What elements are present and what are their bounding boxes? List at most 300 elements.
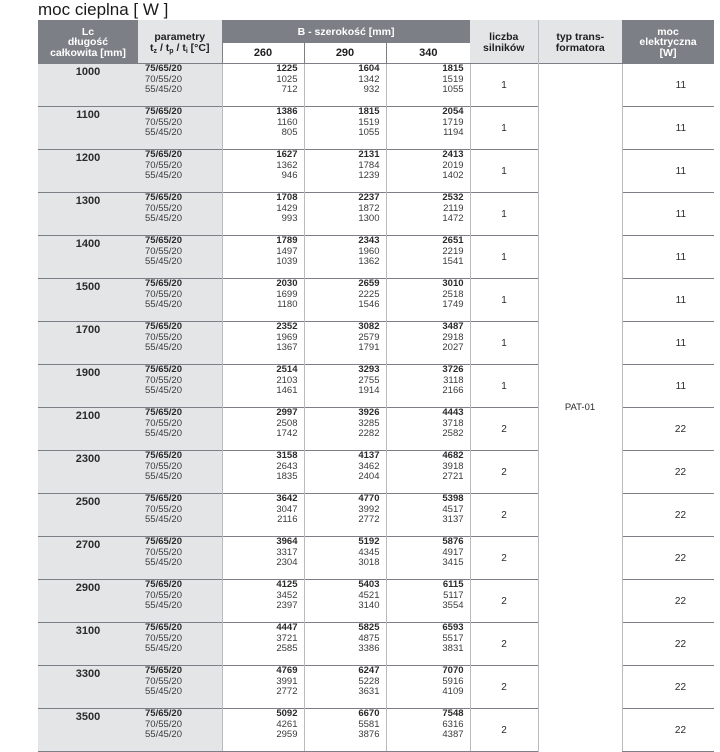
cell-width-260: [222, 193, 304, 236]
header-lc: [38, 20, 138, 64]
value-line: 1160: [277, 116, 298, 128]
cell-power: 11: [622, 193, 714, 236]
param-label: 70/55/20: [145, 675, 182, 687]
value-line: 4917: [442, 546, 464, 558]
value-line: 2054: [442, 106, 464, 117]
cell-parameters: [138, 64, 222, 107]
param-label: 75/65/20: [145, 364, 182, 375]
param-label: 55/45/20: [145, 342, 182, 353]
param-label: 55/45/20: [145, 643, 182, 654]
cell-power: 11: [622, 107, 714, 150]
cell-width-340: [386, 451, 470, 494]
param-label: 55/45/20: [145, 600, 182, 611]
value-line: 3018: [358, 557, 380, 568]
cell-width-340: [386, 666, 470, 709]
cell-motors: 1: [470, 236, 538, 279]
value-line: 2579: [358, 331, 380, 343]
param-label: 70/55/20: [145, 460, 182, 472]
header-width-group: B - szerokość [mm]: [222, 20, 470, 43]
value-line: 3726: [442, 364, 464, 375]
cell-motors: 1: [470, 107, 538, 150]
value-line: 5228: [358, 675, 380, 687]
header-power: moc elektryczna [W]: [622, 20, 714, 64]
value-line: 1749: [442, 299, 464, 310]
value-line: 3317: [276, 546, 298, 558]
value-line: 2397: [276, 600, 298, 611]
value-line: 2219: [442, 245, 464, 257]
cell-motors: 1: [470, 64, 538, 107]
cell-width-260: [222, 494, 304, 537]
value-line: 5876: [442, 536, 464, 547]
value-line: 1225: [276, 63, 298, 74]
value-line: 5517: [442, 632, 464, 644]
value-line: 2532: [442, 192, 464, 203]
cell-width-260: [222, 623, 304, 666]
value-line: 2304: [276, 557, 298, 568]
value-line: 1960: [358, 245, 380, 257]
value-line: 2166: [442, 385, 464, 396]
cell-width-290: [304, 537, 386, 580]
table-row: [38, 64, 714, 107]
cell-motors: 1: [470, 279, 538, 322]
value-line: 5398: [442, 493, 464, 504]
cell-power: 22: [622, 537, 714, 580]
header-width-340: 340: [386, 43, 470, 64]
value-line: 3831: [442, 643, 464, 654]
value-line: 4443: [442, 407, 464, 418]
heat-output-table: [38, 20, 714, 752]
cell-width-260: [222, 365, 304, 408]
param-label: 70/55/20: [145, 632, 182, 644]
cell-width-260: [222, 408, 304, 451]
cell-power: 22: [622, 623, 714, 666]
cell-lc: 2900: [38, 580, 138, 623]
value-line: 2772: [276, 686, 298, 697]
cell-power: 22: [622, 494, 714, 537]
param-label: 75/65/20: [145, 450, 182, 461]
value-line: 3631: [358, 686, 380, 697]
param-label: 75/65/20: [145, 149, 182, 160]
header-lc-line-3: całkowita [mm]: [50, 46, 126, 59]
value-line: 3047: [276, 503, 298, 515]
cell-lc: 1000: [38, 64, 138, 107]
cell-parameters: [138, 408, 222, 451]
value-line: 5092: [276, 708, 298, 719]
value-line: 3082: [358, 321, 380, 332]
header-width-290: 290: [304, 43, 386, 64]
param-label: 75/65/20: [145, 192, 182, 203]
value-line: 3991: [276, 675, 298, 687]
value-line: 2772: [358, 514, 380, 525]
param-label: 55/45/20: [145, 127, 182, 138]
value-line: 1627: [276, 149, 298, 160]
cell-parameters: [138, 537, 222, 580]
param-label: 75/65/20: [145, 63, 182, 74]
value-line: 1546: [358, 299, 380, 310]
value-line: 3140: [358, 600, 380, 611]
param-label: 55/45/20: [145, 428, 182, 439]
value-line: 2131: [358, 149, 380, 160]
value-line: 6670: [358, 708, 380, 719]
header-lc-line-2: długość: [67, 36, 109, 49]
cell-parameters: [138, 623, 222, 666]
cell-lc: 1200: [38, 150, 138, 193]
cell-width-340: [386, 279, 470, 322]
cell-width-290: [304, 107, 386, 150]
cell-width-260: [222, 279, 304, 322]
cell-parameters: [138, 150, 222, 193]
cell-power: 11: [622, 365, 714, 408]
value-line: 2643: [276, 460, 298, 472]
cell-motors: 1: [470, 322, 538, 365]
value-line: 2997: [276, 407, 298, 418]
param-label: 55/45/20: [145, 84, 182, 95]
value-line: 2027: [442, 342, 464, 353]
cell-parameters: [138, 451, 222, 494]
cell-parameters: [138, 580, 222, 623]
value-line: 4521: [358, 589, 380, 601]
cell-width-340: [386, 623, 470, 666]
param-label: 70/55/20: [145, 374, 182, 386]
cell-width-290: [304, 236, 386, 279]
param-label: 55/45/20: [145, 729, 182, 740]
cell-width-290: [304, 580, 386, 623]
cell-width-290: [304, 193, 386, 236]
cell-parameters: [138, 279, 222, 322]
param-label: 55/45/20: [145, 213, 182, 224]
value-line: 7548: [442, 708, 464, 719]
cell-motors: 2: [470, 451, 538, 494]
value-line: 1194: [443, 127, 464, 138]
cell-width-260: [222, 64, 304, 107]
param-label: 70/55/20: [145, 288, 182, 300]
value-line: 3137: [442, 514, 464, 525]
value-line: 3462: [358, 460, 380, 472]
value-line: 7070: [442, 665, 464, 676]
param-label: 70/55/20: [145, 202, 182, 214]
cell-width-260: [222, 666, 304, 709]
param-label: 75/65/20: [145, 407, 182, 418]
value-line: 1742: [276, 428, 298, 439]
value-line: 3415: [442, 557, 464, 568]
param-label: 70/55/20: [145, 73, 182, 85]
cell-width-340: [386, 709, 470, 752]
cell-lc: 2300: [38, 451, 138, 494]
value-line: 1835: [276, 471, 298, 482]
value-line: 3918: [442, 460, 464, 472]
param-label: 70/55/20: [145, 718, 182, 730]
value-line: 4137: [358, 450, 380, 461]
cell-width-340: [386, 537, 470, 580]
cell-lc: 1300: [38, 193, 138, 236]
cell-width-290: [304, 64, 386, 107]
value-line: 2755: [358, 374, 380, 386]
cell-lc: 2100: [38, 408, 138, 451]
cell-width-340: [386, 408, 470, 451]
value-line: 1604: [358, 63, 380, 74]
value-line: 2959: [276, 729, 298, 740]
cell-width-290: [304, 709, 386, 752]
cell-width-260: [222, 107, 304, 150]
value-line: 3386: [358, 643, 380, 654]
param-label: 55/45/20: [145, 256, 182, 267]
cell-lc: 3100: [38, 623, 138, 666]
cell-width-290: [304, 150, 386, 193]
cell-lc: 1400: [38, 236, 138, 279]
param-label: 55/45/20: [145, 299, 182, 310]
cell-motors: 2: [470, 623, 538, 666]
cell-width-290: [304, 365, 386, 408]
cell-parameters: [138, 322, 222, 365]
value-line: 3554: [442, 600, 464, 611]
value-line: 2282: [358, 428, 380, 439]
value-line: 2019: [442, 159, 464, 171]
value-line: 4682: [442, 450, 464, 461]
cell-lc: 2700: [38, 537, 138, 580]
value-line: 1519: [358, 116, 380, 128]
cell-width-290: [304, 623, 386, 666]
cell-width-260: [222, 709, 304, 752]
value-line: 5192: [358, 536, 380, 547]
header-lc-line-1: Lc: [81, 25, 95, 38]
value-line: 3642: [276, 493, 298, 504]
value-line: 3718: [442, 417, 464, 429]
cell-width-290: [304, 451, 386, 494]
param-label: 55/45/20: [145, 557, 182, 568]
value-line: 2659: [358, 278, 380, 289]
value-line: 2651: [442, 235, 464, 246]
param-label: 70/55/20: [145, 546, 182, 558]
value-line: 4770: [358, 493, 380, 504]
value-line: 1784: [358, 159, 380, 171]
param-label: 55/45/20: [145, 471, 182, 482]
cell-width-260: [222, 580, 304, 623]
value-line: 3452: [276, 589, 298, 601]
value-line: 1791: [358, 342, 380, 353]
param-label: 75/65/20: [145, 278, 182, 289]
value-line: 6316: [442, 718, 464, 730]
value-line: 5117: [443, 589, 464, 601]
value-line: 2514: [276, 364, 298, 375]
value-line: 5825: [358, 622, 380, 633]
value-line: 1055: [442, 84, 464, 95]
cell-width-260: [222, 537, 304, 580]
value-line: 2103: [276, 374, 298, 386]
param-label: 75/65/20: [145, 708, 182, 719]
value-line: 2225: [358, 288, 380, 300]
value-line: 1789: [276, 235, 298, 246]
cell-width-340: [386, 322, 470, 365]
cell-motors: 2: [470, 494, 538, 537]
value-line: 4345: [358, 546, 380, 558]
value-line: 1239: [358, 170, 380, 181]
cell-parameters: [138, 666, 222, 709]
header-transformer: typ trans- formatora: [538, 20, 622, 64]
param-label: 75/65/20: [145, 665, 182, 676]
value-line: 3876: [358, 729, 380, 740]
cell-width-260: [222, 322, 304, 365]
cell-width-290: [304, 666, 386, 709]
cell-motors: 2: [470, 408, 538, 451]
param-label: 70/55/20: [145, 245, 182, 257]
header-motors: liczba silników: [470, 20, 538, 64]
cell-width-290: [304, 322, 386, 365]
param-label: 75/65/20: [145, 536, 182, 547]
value-line: 3158: [276, 450, 298, 461]
cell-width-290: [304, 494, 386, 537]
value-line: 1719: [442, 116, 464, 128]
cell-lc: 2500: [38, 494, 138, 537]
value-line: 3118: [443, 374, 464, 386]
value-line: 3285: [358, 417, 380, 429]
value-line: 1815: [442, 63, 464, 74]
cell-width-260: [222, 236, 304, 279]
value-line: 1429: [276, 202, 298, 214]
param-label: 75/65/20: [145, 321, 182, 332]
value-line: 4109: [442, 686, 464, 697]
value-line: 1362: [276, 159, 298, 171]
value-line: 805: [281, 127, 298, 138]
cell-lc: 1500: [38, 279, 138, 322]
value-line: 1914: [358, 385, 380, 396]
cell-power: 11: [622, 236, 714, 279]
value-line: 2721: [442, 471, 464, 482]
cell-motors: 1: [470, 193, 538, 236]
value-line: 2508: [276, 417, 298, 429]
value-line: 4125: [276, 579, 298, 590]
cell-parameters: [138, 709, 222, 752]
value-line: 1367: [276, 342, 298, 353]
value-line: 2518: [442, 288, 464, 300]
value-line: 1055: [358, 127, 380, 138]
cell-width-340: [386, 236, 470, 279]
cell-width-340: [386, 494, 470, 537]
cell-power: 22: [622, 709, 714, 752]
cell-width-260: [222, 451, 304, 494]
value-line: 4261: [276, 718, 298, 730]
value-line: 1180: [277, 299, 298, 310]
value-line: 5581: [358, 718, 380, 730]
param-label: 75/65/20: [145, 579, 182, 590]
cell-width-340: [386, 150, 470, 193]
cell-power: 22: [622, 666, 714, 709]
cell-power: 11: [622, 150, 714, 193]
cell-motors: 2: [470, 709, 538, 752]
value-line: 2237: [358, 192, 380, 203]
page-title: moc cieplna [ W ]: [38, 0, 169, 19]
cell-lc: 1700: [38, 322, 138, 365]
param-label: 75/65/20: [145, 622, 182, 633]
value-line: 1402: [442, 170, 464, 181]
param-label: 75/65/20: [145, 235, 182, 246]
value-line: 3010: [442, 278, 464, 289]
value-line: 4387: [442, 729, 464, 740]
value-line: 2404: [358, 471, 380, 482]
cell-width-290: [304, 279, 386, 322]
cell-width-290: [304, 408, 386, 451]
value-line: 1461: [276, 385, 298, 396]
value-line: 946: [281, 170, 298, 181]
header-width-260: 260: [222, 43, 304, 64]
cell-lc: 3500: [38, 709, 138, 752]
value-line: 1519: [442, 73, 464, 85]
cell-parameters: [138, 365, 222, 408]
cell-lc: 1100: [38, 107, 138, 150]
value-line: 2030: [276, 278, 298, 289]
value-line: 2585: [276, 643, 298, 654]
cell-width-340: [386, 580, 470, 623]
param-label: 70/55/20: [145, 503, 182, 515]
value-line: 3293: [358, 364, 380, 375]
header-parameters: [138, 20, 222, 64]
value-line: 3992: [358, 503, 380, 515]
value-line: 1497: [276, 245, 298, 257]
cell-power: 11: [622, 322, 714, 365]
header-parameters-line-1: parametry: [154, 31, 206, 43]
value-line: 3964: [276, 536, 298, 547]
value-line: 1386: [276, 106, 298, 117]
value-line: 1362: [358, 256, 380, 267]
value-line: 6593: [442, 622, 464, 633]
value-line: 1472: [442, 213, 464, 224]
cell-width-260: [222, 150, 304, 193]
cell-lc: 3300: [38, 666, 138, 709]
cell-parameters: [138, 236, 222, 279]
cell-power: 22: [622, 451, 714, 494]
value-line: 2413: [442, 149, 464, 160]
value-line: 2352: [276, 321, 298, 332]
cell-transformer: PAT-01: [538, 64, 622, 752]
value-line: 1708: [276, 192, 298, 203]
value-line: 1025: [276, 73, 298, 85]
cell-motors: 1: [470, 150, 538, 193]
header-parameters-line-2: $t_z / t_p / t_i$ [°C]: [150, 41, 210, 55]
param-label: 70/55/20: [145, 331, 182, 343]
value-line: 4769: [276, 665, 298, 676]
cell-motors: 2: [470, 580, 538, 623]
cell-motors: 1: [470, 365, 538, 408]
param-label: 55/45/20: [145, 385, 182, 396]
value-line: 1699: [276, 288, 298, 300]
cell-parameters: [138, 193, 222, 236]
value-line: 1300: [358, 213, 380, 224]
value-line: 6247: [358, 665, 380, 676]
value-line: 5403: [358, 579, 380, 590]
value-line: 2119: [443, 202, 464, 214]
param-label: 55/45/20: [145, 170, 182, 181]
cell-parameters: [138, 494, 222, 537]
value-line: 993: [281, 213, 298, 224]
value-line: 3926: [358, 407, 380, 418]
cell-motors: 2: [470, 537, 538, 580]
value-line: 4875: [358, 632, 380, 644]
value-line: 1541: [442, 256, 464, 267]
cell-parameters: [138, 107, 222, 150]
param-label: 55/45/20: [145, 514, 182, 525]
cell-motors: 2: [470, 666, 538, 709]
value-line: 1969: [276, 331, 298, 343]
value-line: 4517: [442, 503, 464, 515]
value-line: 3487: [442, 321, 464, 332]
cell-power: 22: [622, 580, 714, 623]
value-line: 3721: [276, 632, 298, 644]
value-line: 4447: [276, 622, 298, 633]
table-body: [38, 64, 714, 752]
value-line: 2582: [442, 428, 464, 439]
value-line: 1872: [358, 202, 380, 214]
value-line: 2918: [442, 331, 464, 343]
param-label: 75/65/20: [145, 493, 182, 504]
